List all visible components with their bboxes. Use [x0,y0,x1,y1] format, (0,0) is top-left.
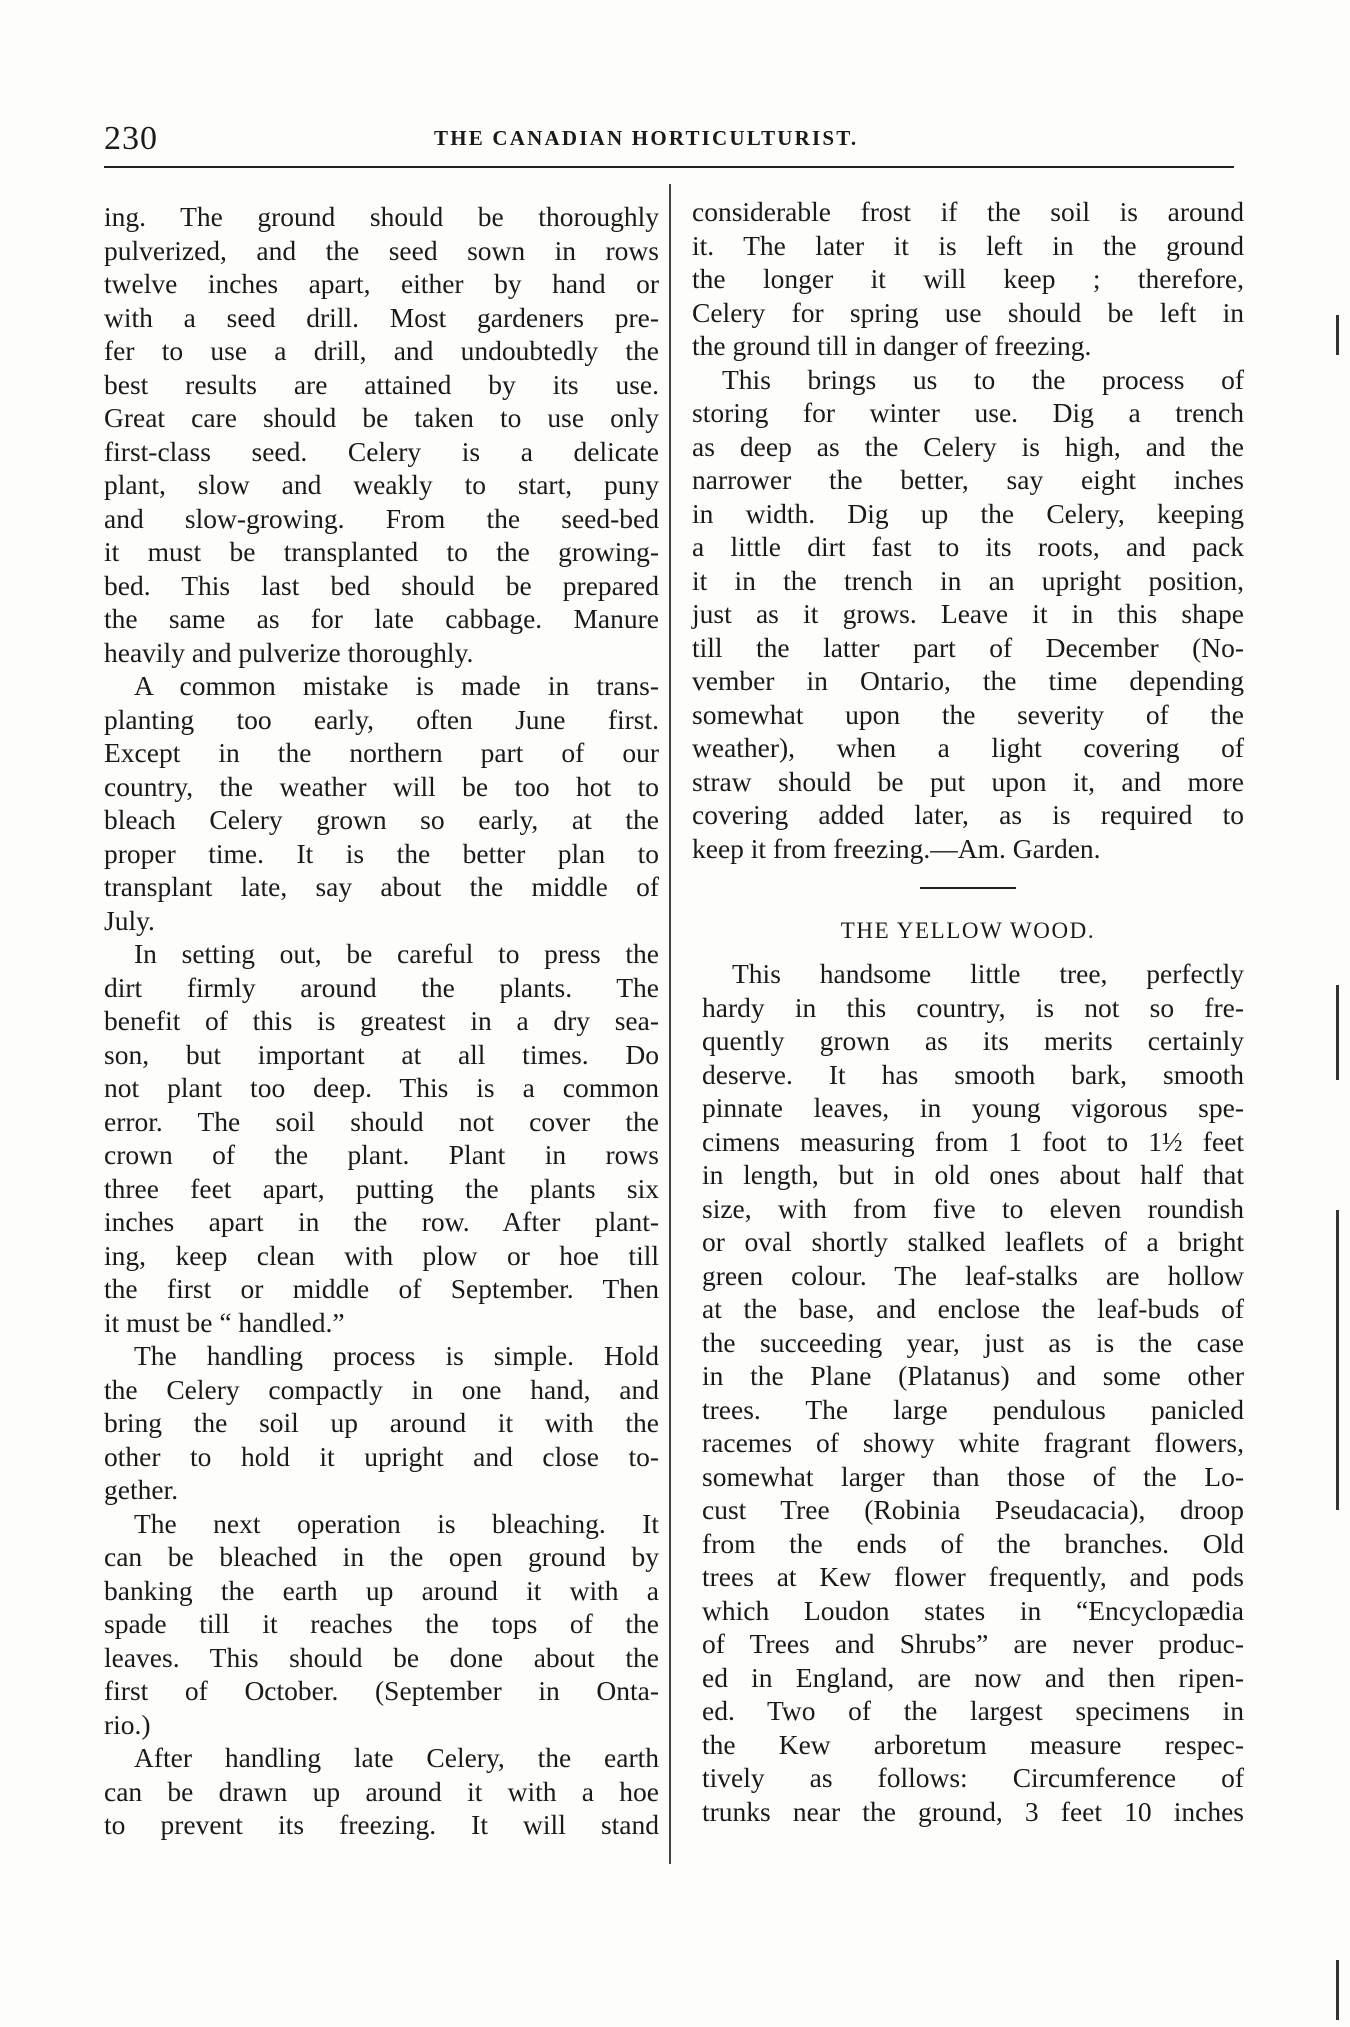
text-line: trees at Kew flower frequently, and pods [702,1561,1244,1592]
text-line: racemes of showy white fragrant flowers, [702,1427,1244,1458]
text-line: planting too early, often June first. [104,703,659,735]
text-line: considerable frost if the soil is around [692,196,1244,227]
scan-edge-mark [1336,1210,1339,1510]
text-line: of Trees and Shrubs” are never produc- [702,1628,1244,1659]
left-column [104,200,659,1842]
text-line: Great care should be taken to use only [104,402,659,433]
text-line: Except in the northern part of our [104,737,659,768]
text-line: deserve. It has smooth bark, smooth [702,1058,1244,1090]
text-line: bring the soil up around it with the [104,1407,659,1438]
text-line: son, but important at all times. Do [104,1038,659,1070]
text-line: twelve inches apart, either by hand or [104,268,659,299]
text-line: in width. Dig up the Celery, keeping [692,497,1244,529]
text-line: transplant late, say about the middle of [104,871,659,902]
text-line: bleach Celery grown so early, at the [104,804,659,835]
text-line: not plant too deep. This is a common [104,1072,659,1103]
text-line: benefit of this is greatest in a dry sea- [104,1005,659,1036]
text-line: ing, keep clean with plow or hoe till [104,1239,659,1271]
text-line: quently grown as its merits certainly [702,1025,1244,1056]
text-line: other to hold it upright and close to- [104,1440,659,1472]
text-line: tively as follows: Circumference of [702,1762,1244,1793]
text-line: to prevent its freezing. It will stand [104,1809,659,1840]
text-line: best results are attained by its use. [104,368,659,400]
text-line: inches apart in the row. After plant- [104,1206,659,1237]
text-line: July. [104,904,155,936]
text-line: a little dirt fast to its roots, and pack [692,531,1244,562]
text-line: After handling late Celery, the earth [134,1742,659,1773]
text-line: first-class seed. Celery is a delicate [104,435,659,467]
text-line: from the ends of the branches. Old [702,1527,1244,1559]
column-divider [669,184,671,1864]
text-line: just as it grows. Leave it in this shape [692,598,1244,629]
text-line: with a seed drill. Most gardeners pre- [104,301,659,333]
section-heading: THE YELLOW WOOD. [840,918,1096,943]
text-line: it in the trench in an upright position, [692,564,1244,596]
text-line: in length, but in old ones about half that [702,1159,1244,1190]
text-line: the ground till in danger of freezing. [692,330,1092,361]
text-line: pinnate leaves, in young vigorous spe- [702,1092,1244,1123]
text-line: green colour. The leaf-stalks are hollow [702,1259,1244,1291]
page-number: 230 [104,120,158,157]
section-divider-rule [920,887,1016,889]
text-line: ed in England, are now and then ripen- [702,1661,1244,1693]
text-line: error. The soil should not cover the [104,1105,659,1137]
text-line: can be drawn up around it with a hoe [104,1775,659,1807]
text-line: trunks near the ground, 3 feet 10 inches [702,1795,1244,1827]
text-line: fer to use a drill, and undoubtedly the [104,335,659,366]
text-line: crown of the plant. Plant in rows [104,1139,659,1170]
text-line: leaves. This should be done about the [104,1641,659,1673]
text-line: hardy in this country, is not so fre- [702,991,1244,1023]
page-header [104,112,1234,162]
text-line: the Kew arboretum measure respec- [702,1728,1244,1760]
yellow-wood-article [702,957,1244,1828]
text-line: as deep as the Celery is high, and the [692,430,1244,462]
text-line: bed. This last bed should be prepared [104,569,659,601]
text-line: In setting out, be careful to press the [134,938,659,969]
text-line: covering added later, as is required to [692,799,1244,830]
text-line: heavily and pulverize thoroughly. [104,636,474,668]
text-line: at the base, and enclose the leaf-buds of [702,1293,1244,1324]
text-line: cust Tree (Robinia Pseudacacia), droop [702,1494,1244,1525]
text-line: the longer it will keep ; therefore, [692,263,1244,294]
text-line: The handling process is simple. Hold [134,1340,659,1371]
text-line: in the Plane (Platanus) and some other [702,1360,1244,1391]
text-line: plant, slow and weakly to start, puny [104,469,659,500]
text-line: till the latter part of December (No- [692,631,1244,663]
text-line: size, with from five to eleven roundish [702,1192,1244,1224]
text-line: pulverized, and the seed sown in rows [104,234,659,266]
text-line: somewhat upon the severity of the [692,698,1244,730]
text-line: somewhat larger than those of the Lo- [702,1460,1244,1492]
text-line: dirt firmly around the plants. The [104,971,659,1003]
header-rule [104,166,1234,168]
text-line: keep it from freezing.—Am. Garden. [692,832,1101,864]
text-line: The next operation is bleaching. It [134,1507,659,1539]
text-line: rio.) [104,1708,151,1740]
text-line: it must be “ handled.” [104,1306,345,1338]
text-line: the succeeding year, just as is the case [702,1326,1244,1358]
text-line: it must be transplanted to the growing- [104,536,659,567]
text-line: first of October. (September in Onta- [104,1675,659,1706]
text-line: narrower the better, say eight inches [692,464,1244,495]
text-line: the first or middle of September. Then [104,1273,659,1304]
text-line: and slow-growing. From the seed-bed [104,502,659,534]
text-line: or oval shortly stalked leaflets of a bright [702,1226,1244,1257]
text-line: which Loudon states in “Encyclopædia [702,1594,1244,1626]
text-line: ed. Two of the largest specimens in [702,1695,1244,1726]
scan-edge-mark [1336,985,1339,1080]
text-line: the same as for late cabbage. Manure [104,603,659,634]
text-line: vember in Ontario, the time depending [692,665,1244,696]
text-line: can be bleached in the open ground by [104,1541,659,1572]
text-line: gether. [104,1474,179,1505]
text-line: three feet apart, putting the plants six [104,1172,659,1204]
text-line: A common mistake is made in trans- [134,670,659,701]
text-line: ing. The ground should be thoroughly [104,201,659,232]
right-column [692,195,1244,1828]
text-line: storing for winter use. Dig a trench [692,397,1244,428]
running-title: THE CANADIAN HORTICULTURIST. [434,126,859,150]
text-line: This handsome little tree, perfectly [732,958,1244,989]
text-line: straw should be put upon it, and more [692,765,1244,797]
text-line: country, the weather will be too hot to [104,770,659,802]
scan-edge-mark [1336,1960,1339,2020]
text-line: the Celery compactly in one hand, and [104,1373,659,1405]
text-line: proper time. It is the better plan to [104,837,659,869]
text-line: Celery for spring use should be left in [692,296,1244,328]
text-line: it. The later it is left in the ground [692,229,1244,261]
text-line: spade till it reaches the tops of the [104,1608,659,1639]
text-line: cimens measuring from 1 foot to 1½ feet [702,1125,1244,1157]
text-line: trees. The large pendulous panicled [702,1393,1244,1425]
text-line: banking the earth up around it with a [104,1574,659,1606]
scan-edge-mark [1336,315,1339,355]
text-line: weather), when a light covering of [692,732,1244,763]
text-line: This brings us to the process of [722,363,1244,395]
